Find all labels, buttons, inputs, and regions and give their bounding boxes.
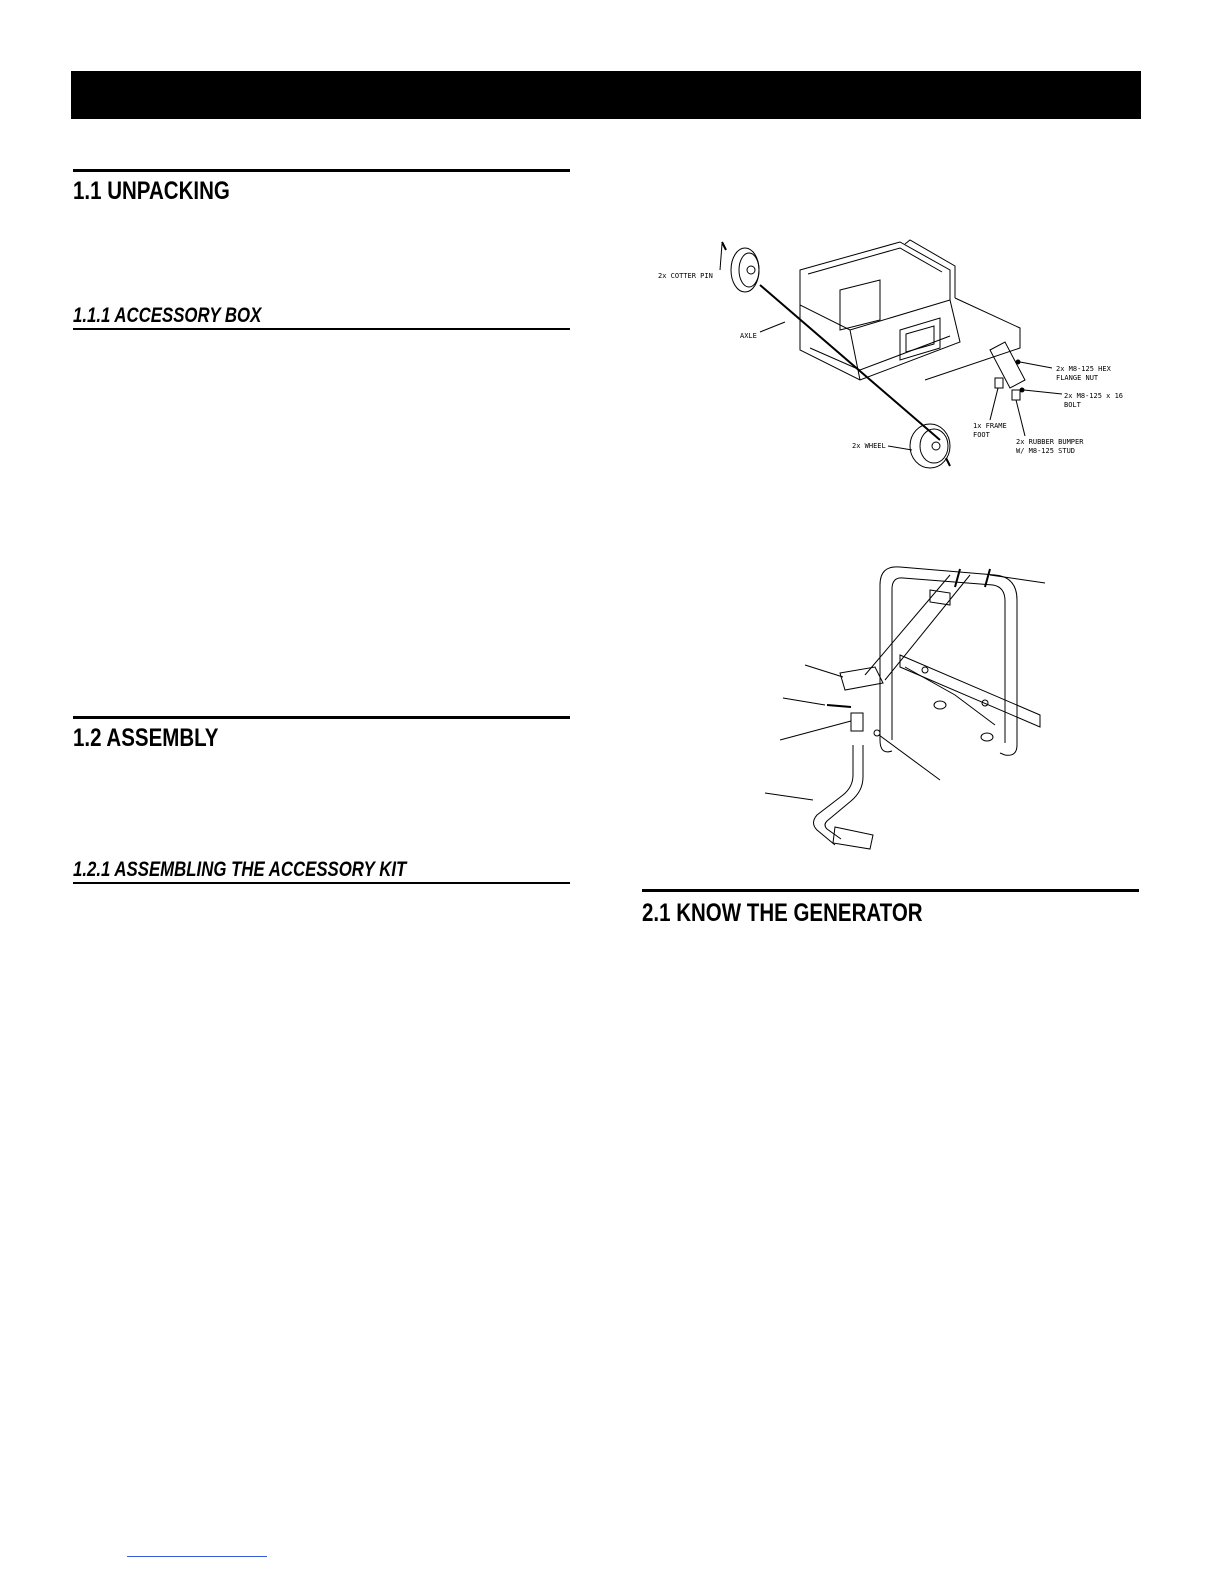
label-cotter-pin: 2x COTTER PIN (658, 272, 713, 280)
frame-handle-drawing (865, 567, 1040, 755)
wheel-kit-diagram (650, 230, 1130, 480)
header-bar (71, 71, 1141, 119)
handle-drawing (814, 667, 884, 849)
label-hex-nut-1: 2x M8-125 HEX (1056, 365, 1111, 373)
wheel-drawing-1 (722, 242, 759, 292)
section-rule-know-generator (642, 889, 1139, 892)
handle-kit-diagram (755, 555, 1055, 855)
label-bumper-1: 2x RUBBER BUMPER (1016, 438, 1084, 446)
subsection-rule-accessory-box (73, 328, 570, 330)
label-wheel: 2x WHEEL (852, 442, 886, 450)
label-frame-foot-2: FOOT (973, 431, 990, 439)
section-title-know-generator: 2.1 KNOW THE GENERATOR (642, 899, 923, 927)
subsection-rule-assembling-kit (73, 882, 570, 884)
bolt-drawing (955, 569, 990, 587)
section-title-unpacking: 1.1 UNPACKING (73, 177, 230, 205)
label-bumper-2: W/ M8-125 STUD (1016, 447, 1076, 455)
generator-frame-drawing (800, 240, 1020, 380)
section-rule-assembly (73, 716, 570, 719)
subsection-title-assembling-kit: 1.2.1 ASSEMBLING THE ACCESSORY KIT (73, 858, 407, 881)
label-hex-nut-2: FLANGE NUT (1056, 374, 1099, 382)
section-rule-unpacking (73, 169, 570, 172)
section-title-assembly: 1.2 ASSEMBLY (73, 724, 219, 752)
label-bolt-2: BOLT (1064, 401, 1081, 409)
axle-drawing (760, 285, 940, 440)
frame-foot-drawing (990, 342, 1025, 400)
label-bolt-1: 2x M8-125 x 16 (1064, 392, 1124, 400)
footer-link-line (127, 1556, 267, 1557)
label-frame-foot-1: 1x FRAME (973, 422, 1007, 430)
subsection-title-accessory-box: 1.1.1 ACCESSORY BOX (73, 304, 262, 327)
label-axle: AXLE (740, 332, 757, 340)
